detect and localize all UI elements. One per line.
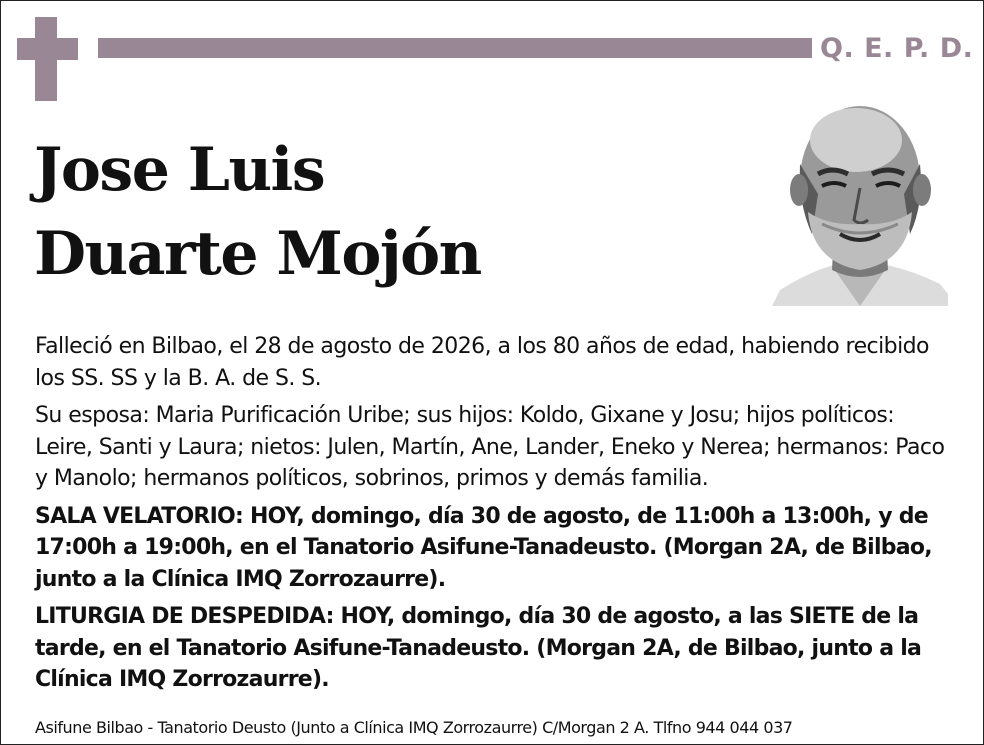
deceased-surnames: Duarte Mojón xyxy=(34,219,481,289)
obituary-body xyxy=(35,331,955,702)
death-paragraph: Falleció en Bilbao, el 28 de agosto de 2026, a los 80 años de edad, habiendo recibido los SS. SS y la B. A. de S. S. xyxy=(35,334,929,391)
qepd-label: Q. E. P. D. xyxy=(820,33,974,64)
cross-icon-horizontal xyxy=(17,38,78,60)
family-paragraph: Su esposa: Maria Purificación Uribe; sus hijos: Koldo, Gixane y Josu; hijos políticos: Leire, Santi y Laura; nietos: Julen, Martín, Ane, Lander, Eneko y Nerea; hermanos: Paco y Manolo; hermanos políticos, sobrinos, primos y demás familia. xyxy=(35,403,945,491)
deceased-first-name: Jose Luis xyxy=(34,135,325,205)
wake-paragraph: SALA VELATORIO: HOY, domingo, día 30 de agosto, de 11:00h a 13:00h, y de 17:00h a 19:00h, en el Tanatorio Asifune-Tanadeusto. (Morgan 2A, de Bilbao, junto a la Clínica IMQ Zorrozaurre). xyxy=(35,503,932,592)
header-bar xyxy=(98,38,812,58)
deceased-name xyxy=(34,128,481,296)
portrait-photo xyxy=(772,94,948,306)
funeral-home-footer: Asifune Bilbao - Tanatorio Deusto (Junto a Clínica IMQ Zorrozaurre) C/Morgan 2 A. Tlfno 944 044 037 xyxy=(35,718,793,737)
liturgy-paragraph: LITURGIA DE DESPEDIDA: HOY, domingo, día 30 de agosto, a las SIETE de la tarde, en el Tanatorio Asifune-Tanadeusto. (Morgan 2A, de Bilbao, junto a la Clínica IMQ Zorrozaurre). xyxy=(35,604,922,692)
